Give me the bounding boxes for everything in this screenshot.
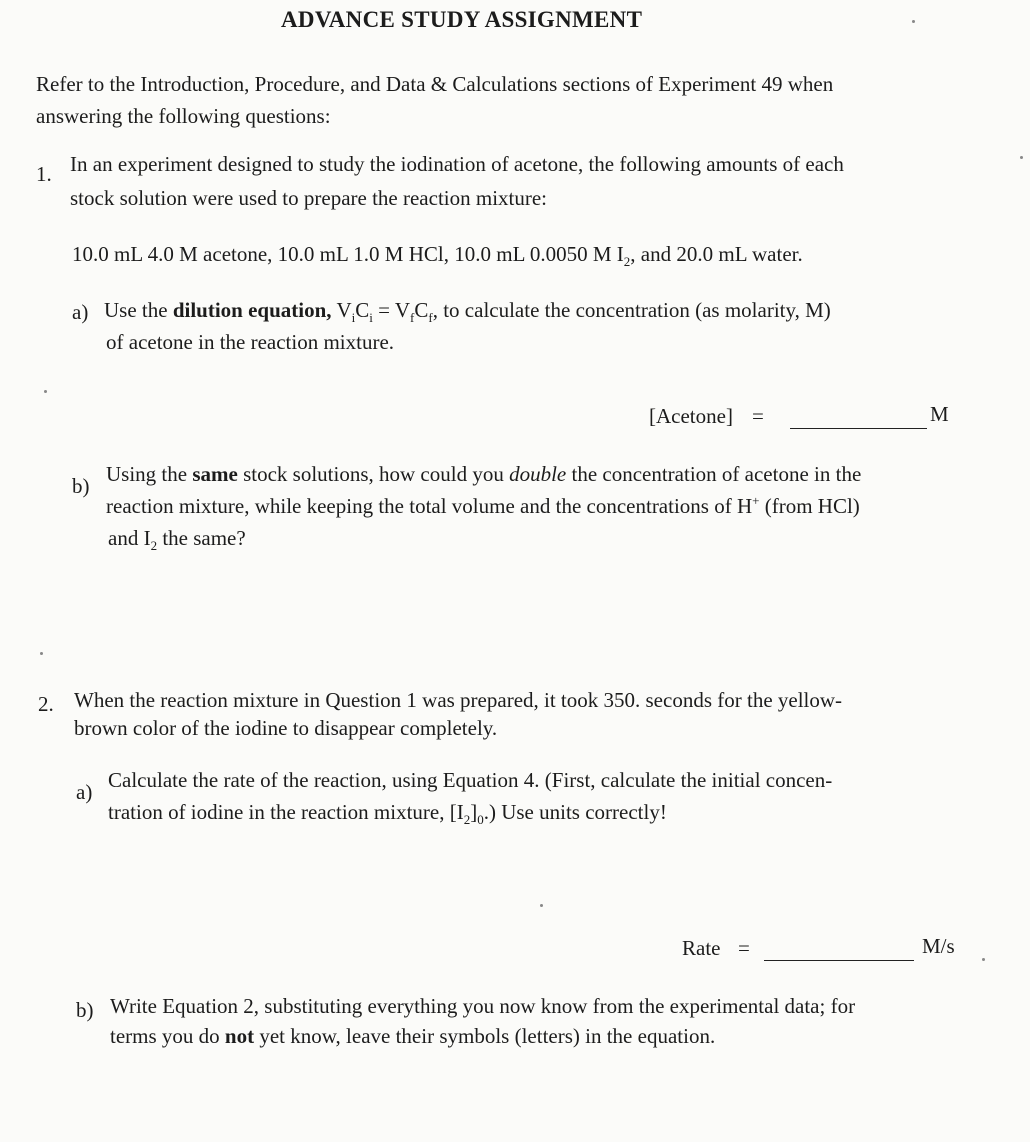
rate-answer-blank[interactable] [764, 960, 914, 961]
question-2b-line-2: terms you do not yet know, leave their symbols (letters) in the equation. [110, 1024, 716, 1048]
question-1a-line-2: of acetone in the reaction mixture. [106, 330, 395, 354]
question-1a-line-1: Use the dilution equation, $V_iC_i = V_fC_f$, to calculate the concentration (as molarity, M) [104, 298, 831, 326]
acetone-answer-equals: = [752, 404, 764, 428]
stock-amounts: 10.0 mL 4.0 M acetone, 10.0 mL 1.0 M HCl, 10.0 mL 0.0050 M $I_2$, and 20.0 mL water. [72, 242, 803, 270]
question-2a-label: a) [76, 780, 93, 804]
question-2-line-2: brown color of the iodine to disappear completely. [74, 716, 498, 740]
scan-speck [912, 20, 915, 23]
question-2a-line-1: Calculate the rate of the reaction, using Equation 4. (First, calculate the initial concen- [108, 768, 833, 792]
acetone-answer-blank[interactable] [790, 428, 927, 429]
rate-answer-equals: = [738, 936, 750, 960]
scan-speck [540, 904, 543, 907]
rate-answer-unit: M/s [922, 934, 955, 958]
question-2b-line-1: Write Equation 2, substituting everything you now know from the experimental data; for [110, 994, 856, 1018]
question-1-line-1: In an experiment designed to study the iodination of acetone, the following amounts of each [70, 152, 844, 176]
question-2b-label: b) [76, 998, 94, 1022]
question-1-line-2: stock solution were used to prepare the reaction mixture: [70, 186, 548, 210]
question-2-line-1: When the reaction mixture in Question 1 was prepared, it took 350. seconds for the yellow- [74, 688, 843, 712]
scan-speck [1020, 156, 1023, 159]
question-2a-line-2: tration of iodine in the reaction mixture, $[I_2]_0$.) Use units correctly! [108, 800, 667, 828]
rate-answer-label: Rate [682, 936, 721, 960]
scan-speck [982, 958, 985, 961]
question-1b-line-3: and $I_2$ the same? [108, 526, 246, 554]
question-1-number: 1. [36, 162, 52, 186]
question-1a-label: a) [72, 300, 89, 324]
acetone-answer-label: [Acetone] [649, 404, 733, 428]
intro-line-1: Refer to the Introduction, Procedure, and Data & Calculations sections of Experiment 49 when [36, 72, 834, 96]
question-2-number: 2. [38, 692, 54, 716]
question-1b-line-1: Using the same stock solutions, how could you double the concentration of acetone in the [106, 462, 862, 486]
scan-speck [44, 390, 47, 393]
intro-line-2: answering the following questions: [36, 104, 331, 128]
question-1b-line-2: reaction mixture, while keeping the total volume and the concentrations of H+ (from HCl) [106, 493, 860, 518]
acetone-answer-unit: M [930, 402, 949, 426]
question-1b-label: b) [72, 474, 90, 498]
page-title: ADVANCE STUDY ASSIGNMENT [281, 7, 643, 32]
scan-speck [40, 652, 43, 655]
